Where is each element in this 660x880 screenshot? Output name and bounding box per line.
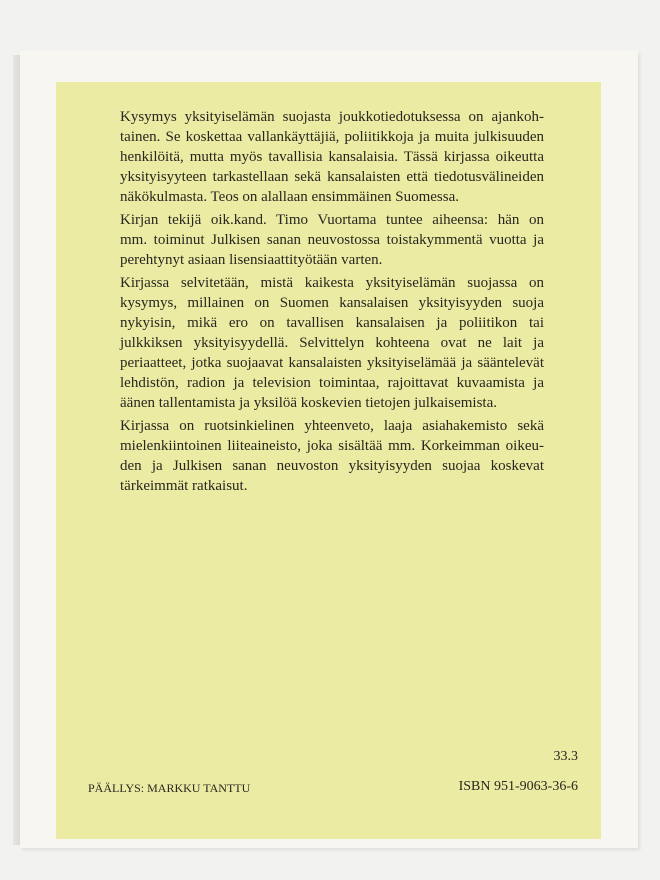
blurb-line: Kysymys yksityiselämän suojasta joukkotiedotuksessa on ajankoh-: [120, 109, 544, 125]
blurb-line: perehtynyt asiaan lisensiaattityötään varten.: [120, 252, 383, 268]
blurb-line: tärkeimmät ratkaisut.: [120, 478, 248, 494]
blurb-line: Kirjassa selvitetään, mistä kaikesta yksityiselämän suojassa on: [120, 275, 544, 291]
blurb-paragraph: [120, 273, 544, 413]
price-code: 33.3: [553, 749, 578, 764]
blurb-line: yksityisyyteen tarkastellaan sekä kansalaisten että tiedotusvälineiden: [120, 169, 544, 185]
blurb-line: lehdistön, radion ja television toimintaa, rajoittavat kuvaamista ja: [120, 375, 544, 391]
blurb-line: nykyisin, mikä ero on tavallisen kansalaisen ja poliitikon tai: [120, 315, 544, 331]
cover-panel: [56, 82, 601, 839]
blurb-line: mielenkiintoinen liiteaineisto, joka sisältää mm. Korkeimman oikeu-: [120, 438, 544, 454]
blurb-paragraph: [120, 210, 544, 270]
blurb-line: periaatteet, jotka suojaavat kansalaisten yksityiselämää ja sääntelevät: [120, 355, 544, 371]
blurb-paragraph: [120, 107, 544, 207]
blurb-line: henkilöitä, mutta myös tavallisia kansalaisia. Tässä kirjassa oikeutta: [120, 149, 544, 165]
cover-credit: PÄÄLLYS: MARKKU TANTTU: [88, 781, 251, 795]
blurb-line: kysymys, millainen on Suomen kansalaisen yksityisyyden suoja: [120, 295, 544, 311]
blurb-line: Kirjassa on ruotsinkielinen yhteenveto, laaja asiahakemisto sekä: [120, 418, 544, 434]
blurb-line: den ja Julkisen sanan neuvoston yksityisyyden suojaa koskevat: [120, 458, 544, 474]
blurb-paragraph: [120, 416, 544, 496]
blurb: [120, 107, 544, 499]
blurb-line: näkökulmasta. Teos on alallaan ensimmäinen Suomessa.: [120, 189, 460, 205]
blurb-line: Kirjan tekijä oik.kand. Timo Vuortama tuntee aiheensa: hän on: [120, 212, 544, 228]
isbn: ISBN 951-9063-36-6: [458, 779, 578, 794]
blurb-line: mm. toiminut Julkisen sanan neuvostossa toistakymmentä vuotta ja: [120, 232, 544, 248]
blurb-line: julkkiksen yksityisyydellä. Selvittelyn kohteena ovat ne lait ja: [120, 335, 544, 351]
blurb-line: äänen tallentamista ja yksilöä koskevien tietojen julkaisemista.: [120, 395, 497, 411]
blurb-line: tainen. Se koskettaa vallankäyttäjiä, poliitikkoja ja muita julkisuuden: [120, 129, 544, 145]
